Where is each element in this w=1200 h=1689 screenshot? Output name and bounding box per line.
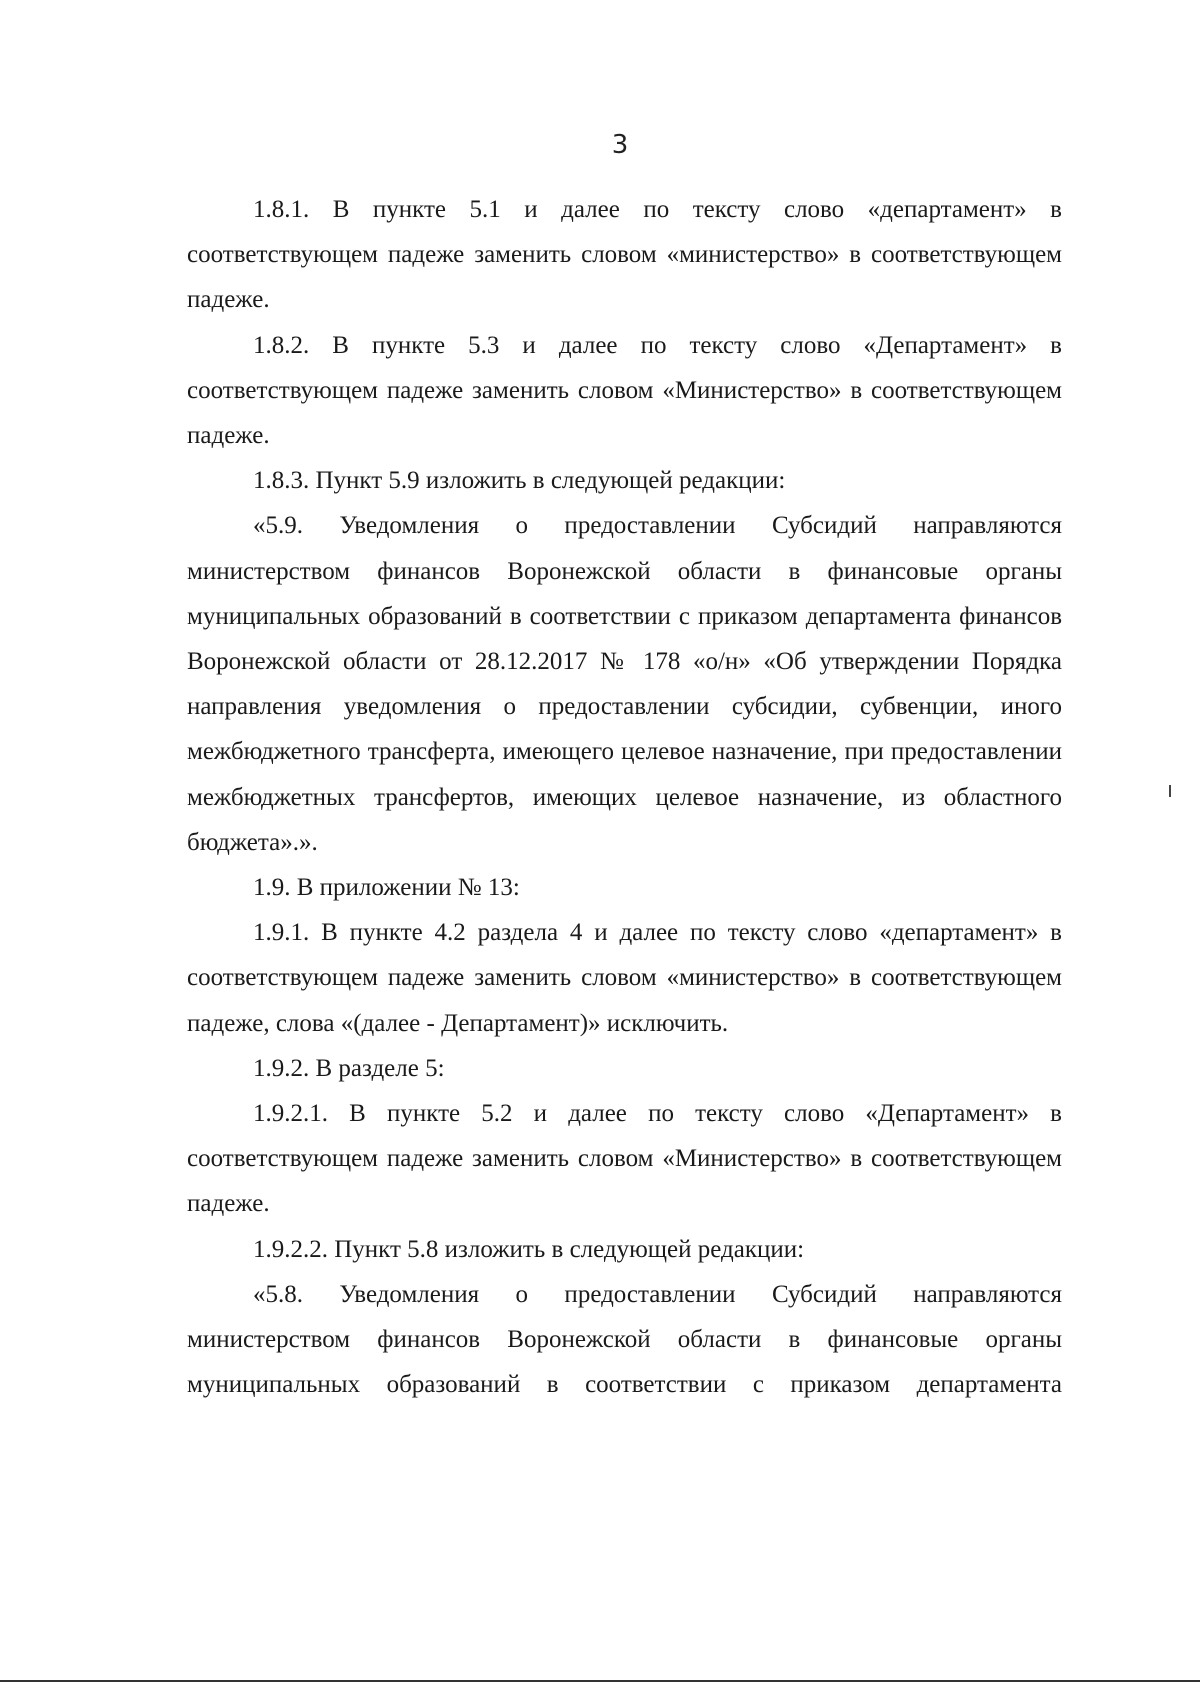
scan-edge-line	[0, 1680, 1200, 1682]
paragraph-1-9-2-2: 1.9.2.2. Пункт 5.8 изложить в следующей редакции:	[253, 1235, 805, 1263]
paragraph-5-9-quote: «5.9. Уведомления о предоставлении Субсидий направляются министерством финансов Воронежской области в финансовые органы муниципальных образований в соответствии с приказом департамента финансов Воронежской области от 28.12.2017 № 178 «о/н» «Об утверждении Порядка направления уведомления о предоставлении субсидии, субвенции, иного межбюджетного трансферта, имеющего целевое назначение, при предоставлении межбюджетных трансфертов, имеющих целевое назначение, из областного бюджета».».	[187, 512, 1062, 856]
paragraph-1-8-3: 1.8.3. Пункт 5.9 изложить в следующей редакции:	[253, 467, 786, 495]
paragraph-5-8-quote: «5.8. Уведомления о предоставлении Субсидий направляются министерством финансов Воронежской области в финансовые органы муниципальных образований в соответствии с приказом департамента	[187, 1280, 1062, 1399]
page-number: 3	[611, 130, 629, 160]
document-body	[187, 187, 1062, 1407]
scan-speck	[1169, 785, 1171, 797]
paragraph-1-9: 1.9. В приложении № 13:	[253, 874, 520, 902]
paragraph-1-8-2: 1.8.2. В пункте 5.3 и далее по тексту слово «Департамент» в соответствующем падеже заменить словом «Министерство» в соответствующем падеже.	[187, 331, 1062, 450]
paragraph-1-8-1: 1.8.1. В пункте 5.1 и далее по тексту слово «департамент» в соответствующем падеже заменить словом «министерство» в соответствующем падеже.	[187, 196, 1062, 314]
paragraph-1-9-1: 1.9.1. В пункте 4.2 раздела 4 и далее по тексту слово «департамент» в соответствующем падеже заменить словом «министерство» в соответствующем падеже, слова «(далее - Департамент)» исключить.	[187, 919, 1062, 1037]
paragraph-1-9-2: 1.9.2. В разделе 5:	[253, 1054, 445, 1082]
paragraph-1-9-2-1: 1.9.2.1. В пункте 5.2 и далее по тексту слово «Департамент» в соответствующем падеже заменить словом «Министерство» в соответствующем падеже.	[187, 1100, 1062, 1218]
